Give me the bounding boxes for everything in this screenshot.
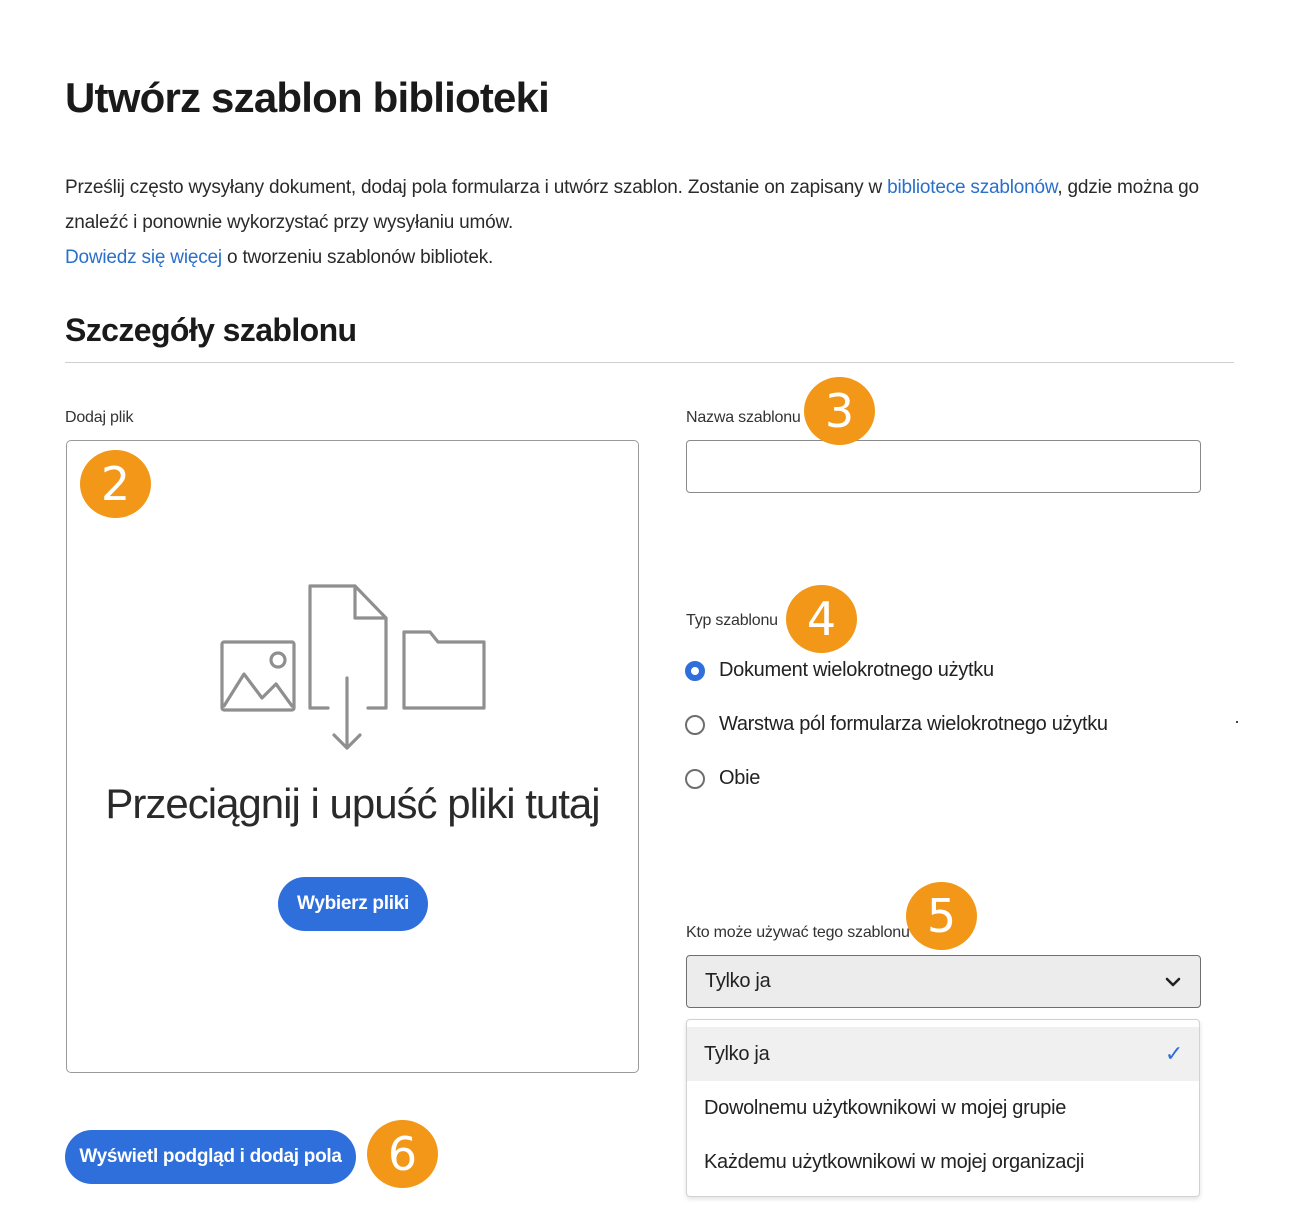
callout-badge-2: 2 [80, 450, 151, 518]
radio-unselected-icon[interactable] [685, 769, 705, 789]
menu-item-label: Dowolnemu użytkownikowi w mojej grupie [704, 1096, 1067, 1119]
intro-paragraph [65, 170, 1265, 240]
who-can-use-dropdown-menu [686, 1019, 1200, 1197]
menu-item-label: Tylko ja [704, 1042, 770, 1065]
template-name-input[interactable] [686, 440, 1201, 493]
who-can-use-select[interactable] [686, 955, 1201, 1008]
image-file-icon [222, 642, 294, 710]
template-name-label: Nazwa szablonu [686, 409, 801, 426]
template-type-label: Typ szablonu [686, 612, 778, 629]
radio-label: Dokument wielokrotnego użytku [719, 659, 994, 681]
template-type-option-form-field-layer[interactable] [685, 713, 1108, 736]
choose-files-button[interactable]: Wybierz pliki [278, 877, 428, 931]
page-title: Utwórz szablon biblioteki [65, 74, 550, 121]
callout-badge-3: 3 [804, 377, 875, 445]
callout-badge-4: 4 [786, 585, 857, 653]
learn-more-suffix: o tworzeniu szablonów bibliotek. [221, 247, 494, 268]
add-file-label: Dodaj plik [65, 409, 134, 426]
template-type-option-reusable-document[interactable] [685, 659, 994, 682]
intro-text-before: Prześlij często wysyłany dokument, dodaj pola formularza i utwórz szablon. Zostanie on zapisany w [65, 177, 888, 198]
template-library-link[interactable]: bibliotece szablonów [887, 177, 1058, 198]
menu-item-label: Każdemu użytkownikowi w mojej organizacji [704, 1150, 1085, 1173]
radio-unselected-icon[interactable] [685, 715, 705, 735]
menu-item-any-user-in-group[interactable] [687, 1081, 1199, 1135]
chevron-down-icon [1164, 973, 1182, 991]
learn-more-paragraph [65, 240, 1265, 275]
select-value: Tylko ja [705, 970, 771, 992]
radio-selected-icon[interactable] [685, 661, 705, 681]
who-can-use-label: Kto może używać tego szablonu [686, 924, 910, 941]
section-divider [65, 362, 1234, 363]
callout-badge-6: 6 [367, 1120, 438, 1188]
radio-label: Obie [719, 767, 761, 789]
template-type-option-both[interactable] [685, 767, 760, 790]
menu-item-only-me[interactable] [687, 1027, 1199, 1081]
preview-and-add-fields-button[interactable]: Wyświetl podgląd i dodaj pola [65, 1130, 356, 1184]
menu-item-any-user-in-organization[interactable] [687, 1135, 1199, 1189]
file-dropzone[interactable] [66, 440, 639, 1073]
radio-label: Warstwa pól formularza wielokrotnego użytku [719, 713, 1108, 735]
stray-dot [1236, 721, 1238, 723]
drag-drop-text: Przeciągnij i upuść pliki tutaj [105, 780, 600, 827]
template-details-title: Szczegóły szablonu [65, 312, 357, 348]
intro-text-after: , gdzie można go znaleźć i ponownie wykorzystać przy wysyłaniu umów. [65, 177, 1199, 233]
file-upload-illustration-icon [218, 582, 490, 754]
learn-more-link[interactable]: Dowiedz się więcej [65, 247, 222, 268]
folder-icon [404, 632, 484, 708]
checkmark-icon: ✓ [1164, 1041, 1183, 1066]
intro-text [65, 170, 1265, 275]
callout-badge-5: 5 [906, 882, 977, 950]
